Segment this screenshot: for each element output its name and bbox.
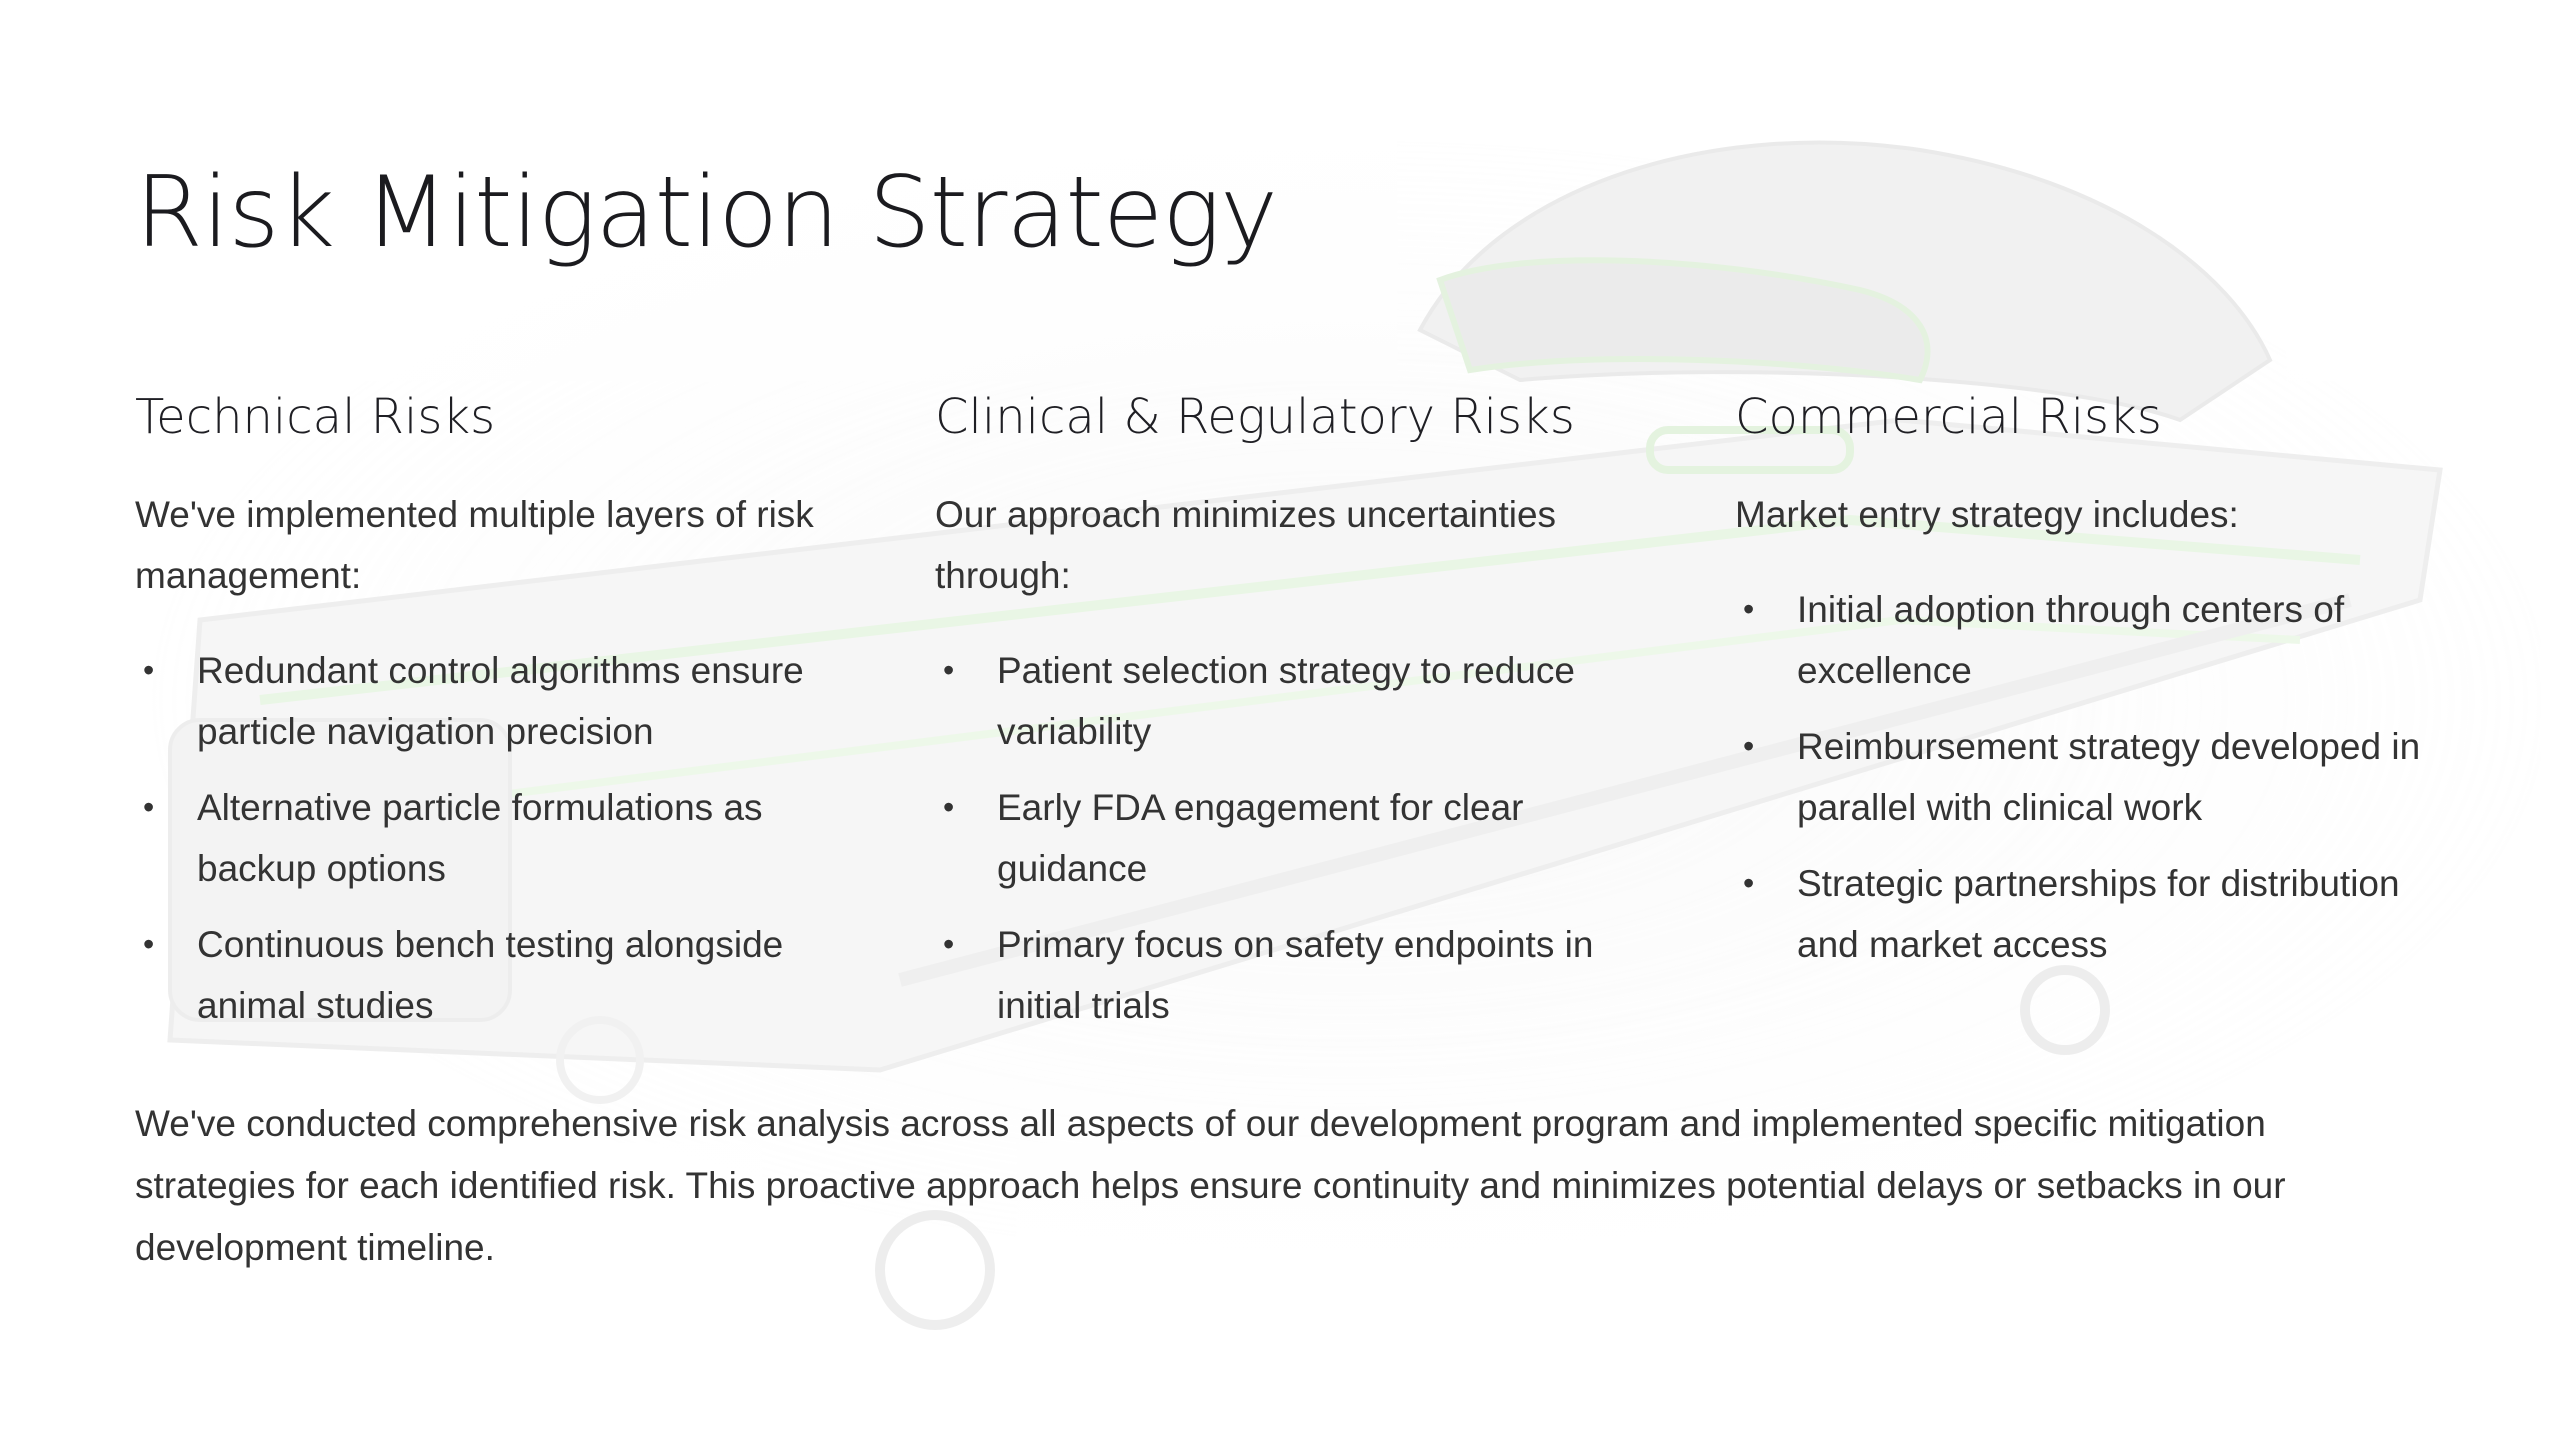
bullet-list bbox=[1735, 579, 2455, 975]
list-item bbox=[935, 914, 1655, 1036]
bullet-icon: • bbox=[143, 652, 155, 688]
column-heading: Clinical & Regulatory Risks bbox=[935, 389, 1575, 445]
bullet-icon: • bbox=[943, 789, 955, 825]
column-intro: We've implemented multiple layers of risk management: bbox=[135, 494, 814, 596]
clinical-regulatory-risks-column bbox=[935, 388, 1655, 1051]
list-item-text: Early FDA engagement for clear guidance bbox=[997, 787, 1524, 889]
list-item-text: Patient selection strategy to reduce variability bbox=[997, 650, 1575, 752]
bullet-icon: • bbox=[943, 926, 955, 962]
slide-title: Risk Mitigation Strategy bbox=[135, 156, 1277, 270]
summary-paragraph: We've conducted comprehensive risk analysis across all aspects of our development program and implemented specific mitigation strategies for each identified risk. This proactive approach helps ensure continuity and minimizes potential delays or setbacks in our development timeline. bbox=[135, 1103, 2286, 1268]
list-item-text: Continuous bench testing alongside animal studies bbox=[197, 924, 784, 1026]
commercial-risks-column bbox=[1735, 388, 2455, 990]
bullet-list bbox=[135, 640, 855, 1036]
bullet-icon: • bbox=[143, 926, 155, 962]
bullet-icon: • bbox=[1743, 865, 1755, 901]
list-item bbox=[1735, 579, 2455, 701]
technical-risks-column bbox=[135, 388, 855, 1051]
list-item-text: Alternative particle formulations as backup options bbox=[197, 787, 763, 889]
list-item bbox=[1735, 853, 2455, 975]
column-intro: Market entry strategy includes: bbox=[1735, 494, 2239, 535]
list-item bbox=[135, 640, 855, 762]
column-intro: Our approach minimizes uncertainties through: bbox=[935, 494, 1557, 596]
list-item-text: Reimbursement strategy developed in parallel with clinical work bbox=[1797, 726, 2421, 828]
list-item bbox=[1735, 716, 2455, 838]
column-heading: Commercial Risks bbox=[1735, 389, 2162, 445]
bullet-list bbox=[935, 640, 1655, 1036]
list-item-text: Primary focus on safety endpoints in initial trials bbox=[997, 924, 1594, 1026]
list-item-text: Initial adoption through centers of excellence bbox=[1797, 589, 2345, 691]
column-heading: Technical Risks bbox=[135, 389, 496, 445]
bullet-icon: • bbox=[143, 789, 155, 825]
list-item-text: Strategic partnerships for distribution and market access bbox=[1797, 863, 2400, 965]
bullet-icon: • bbox=[1743, 728, 1755, 764]
list-item-text: Redundant control algorithms ensure particle navigation precision bbox=[197, 650, 804, 752]
bullet-icon: • bbox=[943, 652, 955, 688]
list-item bbox=[135, 777, 855, 899]
bullet-icon: • bbox=[1743, 591, 1755, 627]
list-item bbox=[935, 777, 1655, 899]
list-item bbox=[935, 640, 1655, 762]
list-item bbox=[135, 914, 855, 1036]
